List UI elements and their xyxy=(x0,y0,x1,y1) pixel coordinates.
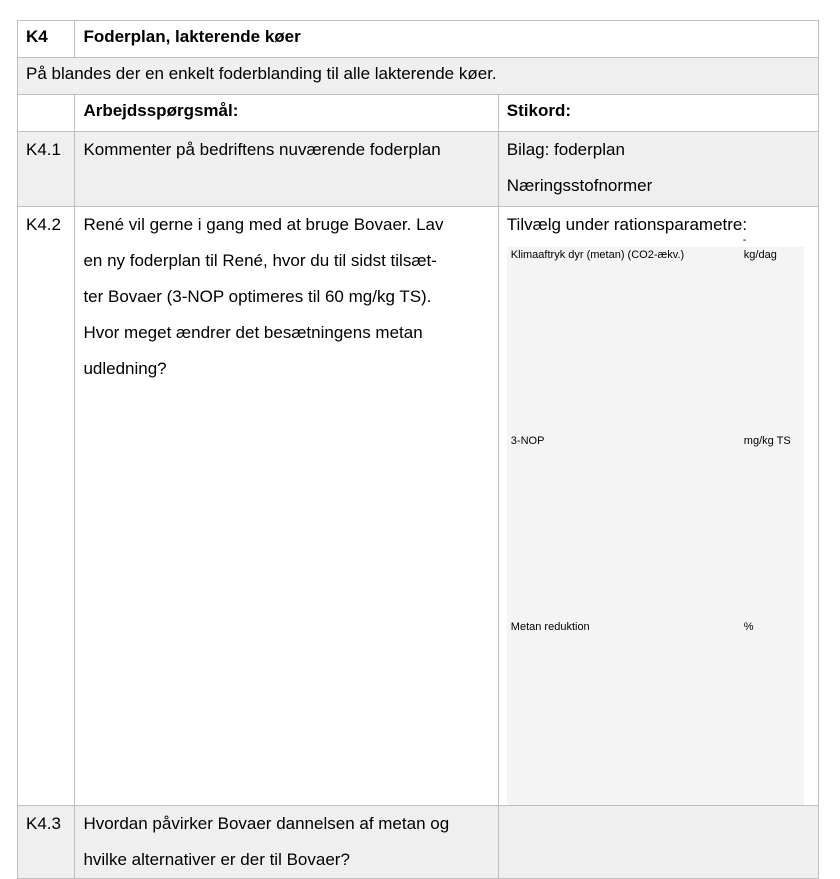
keyword-line: Tilvælg under rationsparametre: xyxy=(506,215,748,234)
question-line: Hvor meget ændrer det besætningens metan xyxy=(83,323,423,342)
question-text xyxy=(75,207,498,806)
column-header-row xyxy=(18,95,819,132)
intro-text: På blandes der en enkelt foderblanding til alle lakterende køer. xyxy=(18,58,819,95)
param-row xyxy=(507,619,804,805)
question-row-k4-1 xyxy=(18,132,819,207)
section-title: Foderplan, lakterende køer xyxy=(75,21,819,58)
keyword-line: Næringsstofnormer xyxy=(506,176,653,195)
question-line: ter Bovaer (3-NOP optimeres til 60 mg/kg TS). xyxy=(83,287,432,306)
question-line: en ny foderplan til René, hvor du til sidst tilsæt- xyxy=(83,251,437,270)
row-code: K4.1 xyxy=(18,132,75,207)
keywords-text xyxy=(498,806,818,879)
assignment-table xyxy=(17,20,819,879)
empty-header-cell xyxy=(18,95,75,132)
question-line: Kommenter på bedriftens nuværende foderplan xyxy=(83,140,441,159)
question-line: René vil gerne i gang med at bruge Bovaer. Lav xyxy=(83,215,444,234)
row-code: K4.2 xyxy=(18,207,75,806)
param-unit: % xyxy=(743,621,754,633)
keywords-text xyxy=(498,132,818,207)
param-unit: mg/kg TS xyxy=(743,435,791,447)
question-text xyxy=(75,132,498,207)
question-text xyxy=(75,806,498,879)
param-name: 3-NOP xyxy=(510,435,545,447)
question-line: hvilke alternativer er der til Bovaer? xyxy=(83,850,350,869)
header-row xyxy=(18,21,819,58)
param-unit: kg/dag xyxy=(743,249,777,261)
param-name: Klimaaftryk dyr (metan) (CO2-ækv.) xyxy=(510,249,685,261)
question-row-k4-3 xyxy=(18,806,819,879)
params-dash: - xyxy=(742,234,747,246)
question-column-header: Arbejdsspørgsmål: xyxy=(75,95,498,132)
param-name: Metan reduktion xyxy=(510,621,590,633)
keyword-line: Bilag: foderplan xyxy=(506,140,625,159)
question-line: Hvordan påvirker Bovaer dannelsen af metan og xyxy=(83,814,450,833)
intro-row xyxy=(18,58,819,95)
keywords-text xyxy=(498,207,818,806)
param-row xyxy=(507,433,804,619)
question-line: udledning? xyxy=(83,359,167,378)
keywords-column-header: Stikord: xyxy=(498,95,818,132)
param-row xyxy=(507,247,804,433)
section-code: K4 xyxy=(18,21,75,58)
row-code: K4.3 xyxy=(18,806,75,879)
question-row-k4-2 xyxy=(18,207,819,806)
ration-parameters-screenshot xyxy=(507,247,804,805)
